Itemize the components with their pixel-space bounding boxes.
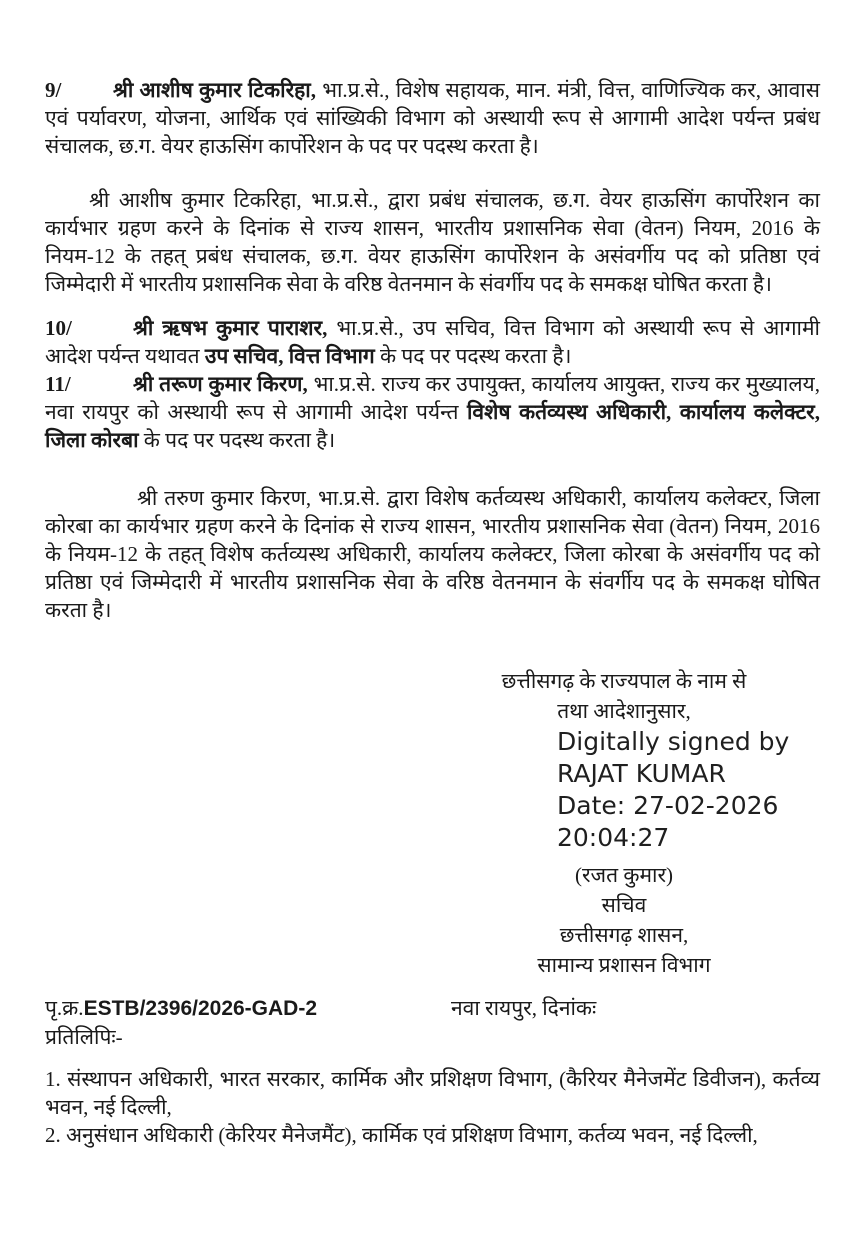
paragraph-10 [45, 314, 820, 370]
copy-item-1: 1. संस्थापन अधिकारी, भारत सरकार, कार्मिक और प्रशिक्षण विभाग, (कैरियर मैनेजमेंट डिवीजन), कर्तव्य भवन, नई दिल्ली, [45, 1067, 820, 1119]
copy-label: प्रतिलिपिः- [45, 1025, 123, 1049]
paragraph-11-number: 11/ [45, 372, 71, 396]
signer-organization: छत्तीसगढ़ शासन, [559, 923, 689, 947]
paragraph-9-continuation [45, 186, 820, 298]
signer-details [435, 860, 813, 980]
digital-signature-signer: RAJAT KUMAR [557, 759, 726, 788]
signature-authority-line-1: छत्तीसगढ़ के राज्यपाल के नाम से [501, 669, 747, 693]
paragraph-9-continuation-text: श्री आशीष कुमार टिकरिहा, भा.प्र.से., द्वारा प्रबंध संचालक, छ.ग. वेयर हाऊसिंग कार्पोरेशन का कार्यभार ग्रहण करने के दिनांक से राज्य शासन, भारतीय प्रशासनिक सेवा (वेतन) नियम, 2016 के नियम-12 के तहत् प्रबंध संचालक, छ.ग. वेयर हाऊसिंग कार्पोरेशन के असंवर्गीय पद को प्रतिष्ठा एवं जिम्मेदारी में भारतीय प्रशासनिक सेवा के वरिष्ठ वेतनमान के संवर्गीय पद के समकक्ष घोषित करता है। [45, 188, 820, 296]
paragraph-10-text: भा.प्र.से., उप सचिव, वित्त विभाग को अस्थायी रूप से आगामी आदेश पर्यन्त यथावत [45, 316, 820, 368]
copy-item-2: 2. अनुसंधान अधिकारी (केरियर मैनेजमैंट), कार्मिक एवं प्रशिक्षण विभाग, कर्तव्य भवन, नई दिल्ली, [45, 1123, 758, 1147]
signature-authority-line-2: तथा आदेशानुसार, [557, 699, 691, 723]
signature-authority [435, 666, 813, 726]
place-and-date: नवा रायपुर, दिनांकः [451, 996, 597, 1020]
paragraph-10-number: 10/ [45, 316, 72, 340]
signer-department: सामान्य प्रशासन विभाग [537, 953, 711, 977]
paragraph-10-post-bold: उप सचिव, वित्त विभाग [204, 344, 375, 368]
paragraph-11-continuation [45, 484, 820, 624]
paragraph-11-text-end: के पद पर पदस्थ करता है। [138, 428, 336, 452]
reference-row [45, 994, 820, 1023]
officer-name-kiran: श्री तरूण कुमार किरण, [133, 372, 308, 396]
paragraph-9-text: भा.प्र.से., विशेष सहायक, मान. मंत्री, वित्त, वाणिज्यिक कर, आवास एवं पर्यावरण, योजना, आर्थिक एवं सांख्यिकी विभाग को अस्थायी रूप से आगामी आदेश पर्यन्त प्रबंध संचालक, छ.ग. वेयर हाऊसिंग कार्पोरेशन के पद पर पदस्थ करता है। [45, 78, 820, 158]
signer-title: सचिव [601, 893, 647, 917]
reference-prefix: पृ.क्र. [45, 996, 84, 1020]
paragraph-11-continuation-text: श्री तरुण कुमार किरण, भा.प्र.से. द्वारा विशेष कर्तव्यस्थ अधिकारी, कार्यालय कलेक्टर, जिला कोरबा का कार्यभार ग्रहण करने के दिनांक से राज्य शासन, भारतीय प्रशासनिक सेवा (वेतन) नियम, 2016 के नियम-12 के तहत् विशेष कर्तव्यस्थ अधिकारी, कार्यालय कलेक्टर, जिला कोरबा के असंवर्गीय पद को प्रतिष्ठा एवं जिम्मेदारी में भारतीय प्रशासनिक सेवा के वरिष्ठ वेतनमान के संवर्गीय पद के समकक्ष घोषित करता है। [45, 486, 820, 622]
paragraph-11 [45, 370, 820, 454]
copy-distribution-list [45, 1065, 820, 1149]
digital-signature-time: 20:04:27 [557, 823, 670, 852]
officer-name-tikariha: श्री आशीष कुमार टिकरिहा, [113, 78, 316, 102]
digital-signature-line-1: Digitally signed by [557, 727, 790, 756]
digital-signature-date: Date: 27-02-2026 [557, 791, 779, 820]
paragraph-9 [45, 76, 820, 160]
digital-signature-stamp [435, 726, 813, 854]
paragraph-10-text-end: के पद पर पदस्थ करता है। [374, 344, 572, 368]
paragraph-11-post-bold: विशेष कर्तव्यस्थ अधिकारी, कार्यालय कलेक्टर, जिला कोरबा [45, 400, 820, 452]
officer-name-parashar: श्री ऋषभ कुमार पाराशर, [133, 316, 328, 340]
reference-number-block [45, 994, 451, 1023]
paragraph-11-text: भा.प्र.से. राज्य कर उपायुक्त, कार्यालय आयुक्त, राज्य कर मुख्यालय, नवा रायपुर को अस्थायी रूप से आगामी आदेश पर्यन्त [45, 372, 820, 424]
signature-block [435, 666, 813, 980]
paragraph-9-number: 9/ [45, 78, 62, 102]
signer-name: (रजत कुमार) [574, 863, 674, 887]
reference-number: ESTB/2396/2026-GAD-2 [83, 997, 318, 1020]
